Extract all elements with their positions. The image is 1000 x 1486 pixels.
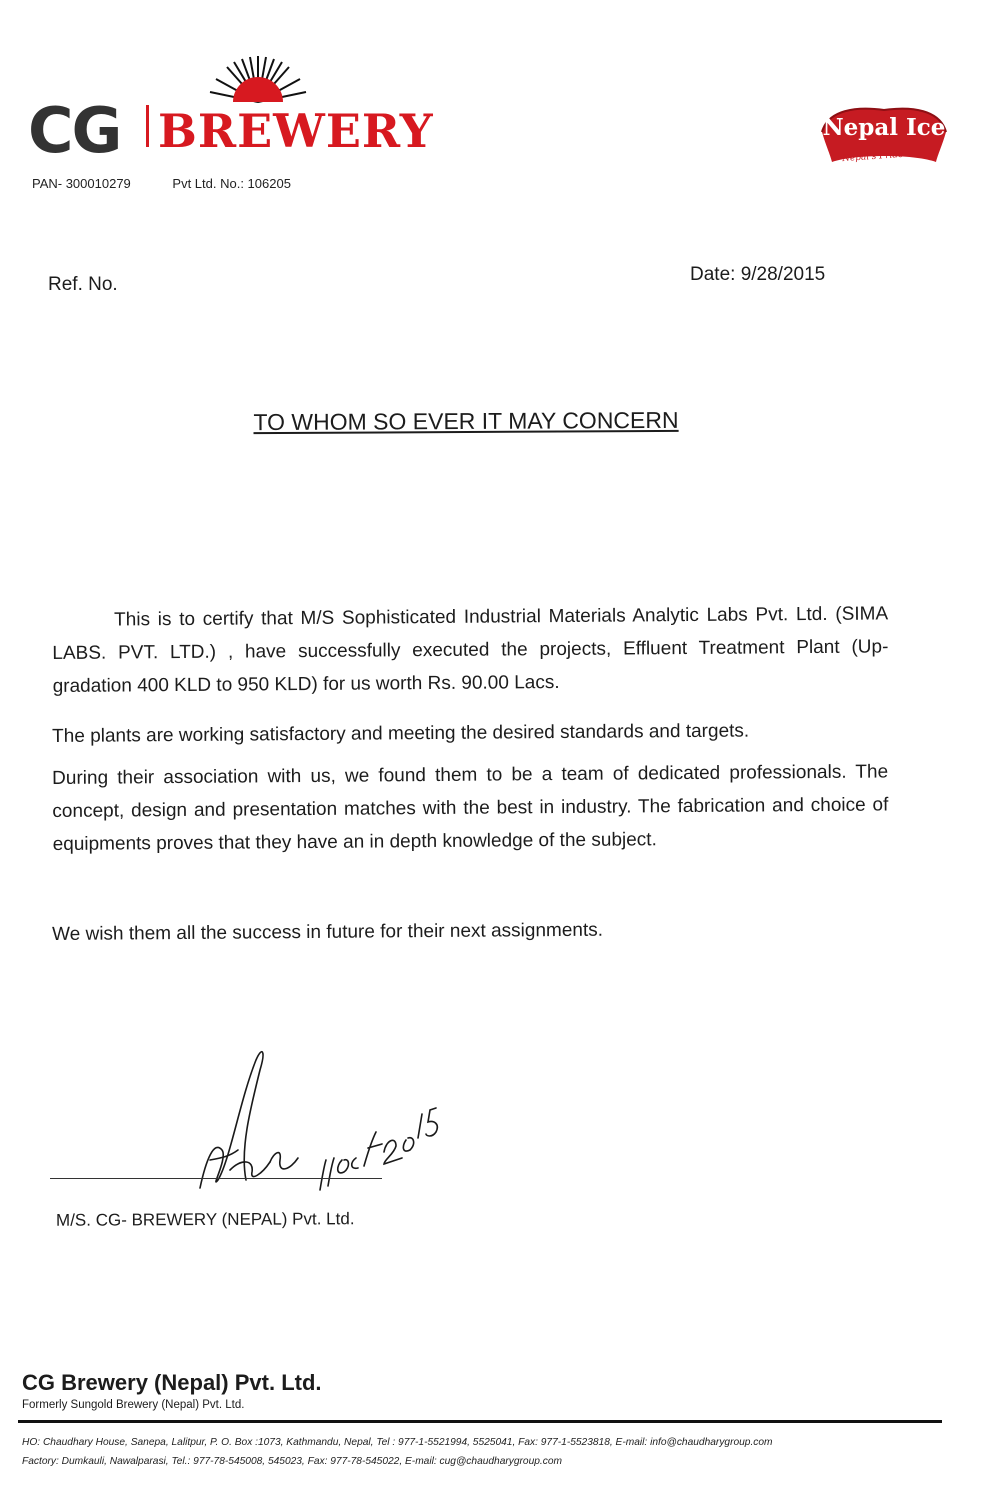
footer-factory: Factory: Dumkauli, Nawalparasi, Tel.: 977-78-545008, 545023, Fax: 977-78-545022, E-mail: cug@chaudharygroup.com xyxy=(22,1456,563,1467)
letter-date: Date: 9/28/2015 xyxy=(690,264,826,285)
logo-brewery-word: BREWERY xyxy=(158,104,434,158)
footer-head-office: HO: Chaudhary House, Sanepa, Lalitpur, P. O. Box :1073, Kathmandu, Nepal, Tel : 977-1-5521994, 5525041, Fax: 977-1-5523818, E-mail: info@chaudharygroup.com xyxy=(22,1437,773,1448)
paragraph-association: During their association with us, we found them to be a team of dedicated professionals. The concept, design and presentation matches with the best in industry. The fabrication and choice of equipments proves that they have an in depth knowledge of the subject. xyxy=(52,761,889,855)
pvt-ltd-number: Pvt Ltd. No.: 106205 xyxy=(172,176,291,191)
signature-line xyxy=(50,1178,382,1179)
ref-number: Ref. No. xyxy=(48,274,118,295)
footer-formerly: Formerly Sungold Brewery (Nepal) Pvt. Ltd. xyxy=(22,1399,245,1411)
paragraph-wishes: We wish them all the success in future for their next assignments. xyxy=(52,919,604,945)
footer-divider xyxy=(18,1420,942,1423)
pan-number: PAN- 300010279 xyxy=(32,176,131,191)
registration-line xyxy=(32,176,329,191)
signatory-name: M/S. CG- BREWERY (NEPAL) Pvt. Ltd. xyxy=(55,1209,355,1230)
footer-company-name: CG Brewery (Nepal) Pvt. Ltd. xyxy=(22,1370,322,1395)
nepal-ice-badge xyxy=(818,104,950,174)
letter-heading: TO WHOM SO EVER IT MAY CONCERN xyxy=(253,406,679,436)
nepal-ice-name: Nepal Ice xyxy=(822,114,946,141)
nepal-ice-tagline: Nepal's Pride xyxy=(841,149,904,165)
cg-brewery-logo xyxy=(28,50,434,167)
paragraph-certification: This is to certify that M/S Sophisticated Industrial Materials Analytic Labs Pvt. Ltd. (SIMA LABS. PVT. LTD.) , have successfully executed the projects, Effluent Treatment Plant (Up- gradation 400 KLD to 950 KLD) for us worth Rs. 90.00 Lacs. xyxy=(52,603,889,697)
logo-cg-letters: CG xyxy=(28,94,121,167)
handwritten-signature xyxy=(170,1040,460,1200)
paragraph-performance: The plants are working satisfactory and meeting the desired standards and targets. xyxy=(52,720,750,747)
